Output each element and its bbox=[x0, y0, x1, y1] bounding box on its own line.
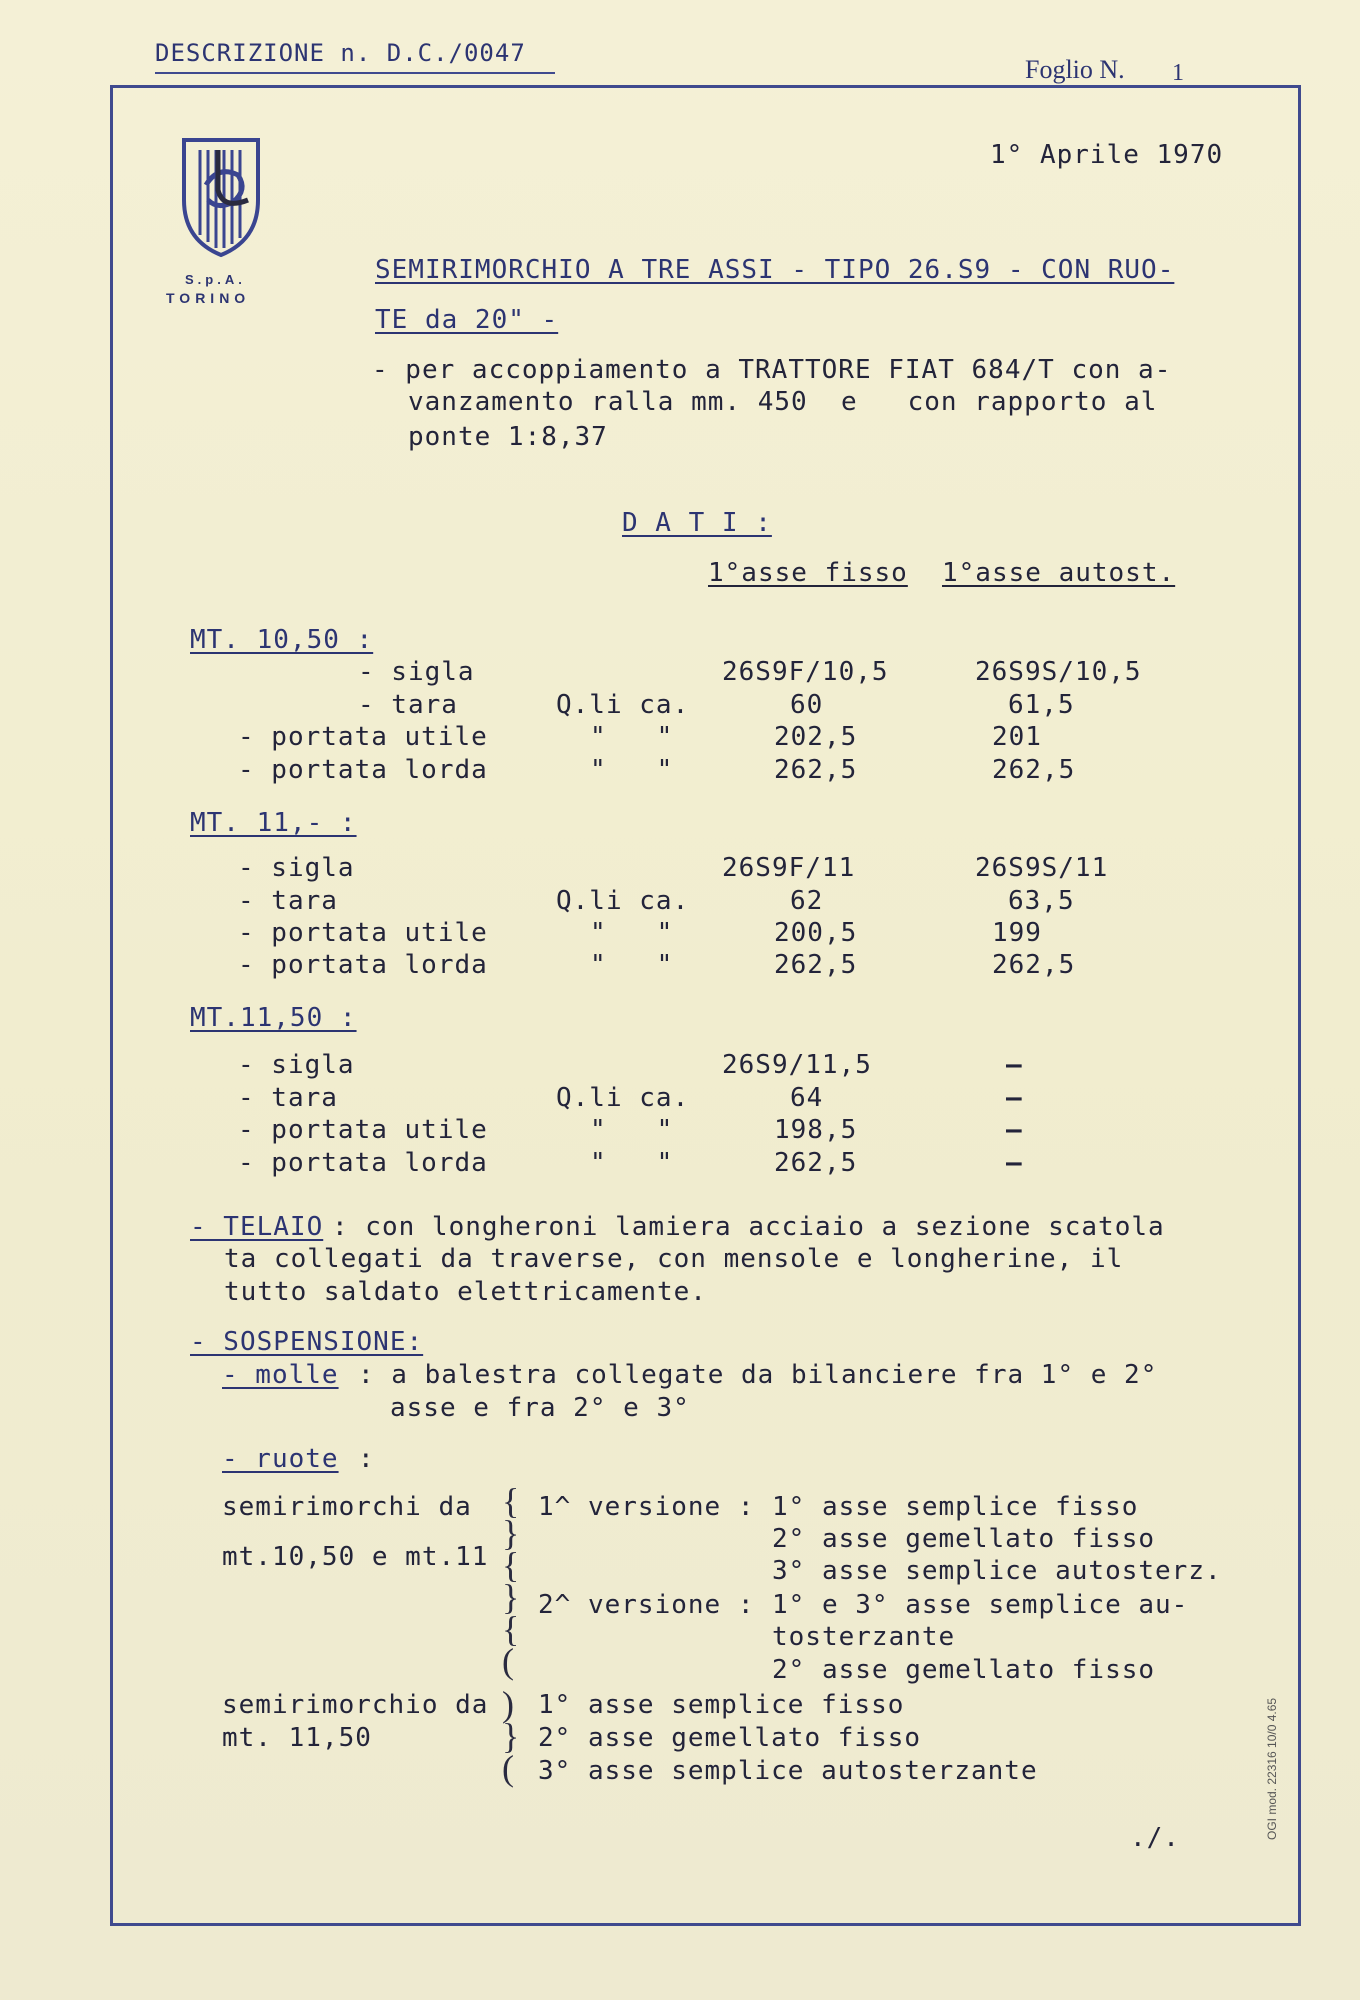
telaio-line-1: : con longheroni lamiera acciaio a sezione scatola bbox=[332, 1212, 1165, 1242]
row-value-col1: 26S9F/10,5 bbox=[722, 657, 889, 687]
version-2-label: 2^ versione : bbox=[538, 1590, 755, 1620]
row-label: - portata lorda bbox=[238, 755, 488, 785]
ruote-group1-line-1: semirimorchi da bbox=[222, 1492, 472, 1522]
row-value-col1: 64 bbox=[790, 1083, 824, 1113]
row-unit: " " bbox=[590, 918, 674, 948]
row-label: - tara bbox=[238, 886, 338, 916]
row-unit: Q.li ca. bbox=[556, 886, 690, 916]
row-label: - tara bbox=[238, 1083, 338, 1113]
description-line-1: - per accoppiamento a TRATTORE FIAT 684/T con a- bbox=[372, 355, 1172, 385]
row-value-col2: 262,5 bbox=[992, 950, 1076, 980]
column-header-axle-steering: 1°asse autost. bbox=[942, 558, 1176, 588]
version-2-item: 2° asse gemellato fisso bbox=[772, 1655, 1156, 1685]
row-unit: " " bbox=[590, 950, 674, 980]
row-value-col1: 60 bbox=[790, 690, 824, 720]
row-value-col2: 61,5 bbox=[1008, 690, 1075, 720]
group-2-item: 2° asse gemellato fisso bbox=[538, 1723, 922, 1753]
row-value-col1: 262,5 bbox=[774, 755, 858, 785]
row-value-col2: 26S9S/11 bbox=[975, 853, 1109, 883]
sheet-label: Foglio N. bbox=[1025, 55, 1125, 84]
version-1-item: 1° asse semplice fisso bbox=[772, 1492, 1139, 1522]
version-2-item: tosterzante bbox=[772, 1622, 956, 1652]
brace-icon: ) } ( bbox=[502, 1684, 520, 1788]
ruote-label: - ruote bbox=[222, 1444, 339, 1474]
print-code: OGI mod. 22316 10/0 4.65 bbox=[1265, 1697, 1279, 1840]
title-line-1: SEMIRIMORCHIO A TRE ASSI - TIPO 26.S9 - CON RUO- bbox=[375, 255, 1175, 285]
row-value-col2: — bbox=[1006, 1115, 1023, 1145]
row-label: - sigla bbox=[358, 657, 475, 687]
row-value-col2: — bbox=[1006, 1050, 1023, 1080]
version-1-item: 2° asse gemellato fisso bbox=[772, 1524, 1156, 1554]
row-value-col1: 26S9/11,5 bbox=[722, 1050, 872, 1080]
molle-line-1: : a balestra collegate da bilanciere fra 1° e 2° bbox=[358, 1360, 1158, 1390]
ruote-group1-line-2: mt.10,50 e mt.11 bbox=[222, 1542, 489, 1572]
ruote-group2-line-1: semirimorchio da bbox=[222, 1690, 489, 1720]
logo-city-text: TORINO bbox=[166, 290, 251, 306]
row-value-col1: 200,5 bbox=[774, 918, 858, 948]
document-number-underline bbox=[155, 72, 555, 74]
row-value-col1: 26S9F/11 bbox=[722, 853, 856, 883]
row-value-col2: 262,5 bbox=[992, 755, 1076, 785]
section-label-11-50: MT.11,50 : bbox=[190, 1003, 357, 1033]
row-label: - tara bbox=[358, 690, 458, 720]
section-label-11: MT. 11,- : bbox=[190, 808, 357, 838]
row-value-col1: 262,5 bbox=[774, 1148, 858, 1178]
row-unit: " " bbox=[590, 722, 674, 752]
title-line-2: TE da 20" - bbox=[375, 305, 559, 335]
row-label: - portata utile bbox=[238, 1115, 488, 1145]
company-logo-icon bbox=[178, 130, 264, 260]
row-value-col1: 62 bbox=[790, 886, 824, 916]
telaio-line-3: tutto saldato elettricamente. bbox=[224, 1277, 707, 1307]
row-value-col1: 198,5 bbox=[774, 1115, 858, 1145]
row-value-col2: 63,5 bbox=[1008, 886, 1075, 916]
ruote-group2-line-2: mt. 11,50 bbox=[222, 1723, 372, 1753]
row-value-col2: 199 bbox=[992, 918, 1042, 948]
row-label: - sigla bbox=[238, 1050, 355, 1080]
column-header-axle-fixed: 1°asse fisso bbox=[708, 558, 908, 588]
row-value-col2: — bbox=[1006, 1083, 1023, 1113]
row-label: - sigla bbox=[238, 853, 355, 883]
version-2-item: 1° e 3° asse semplice au- bbox=[772, 1590, 1189, 1620]
document-number: DESCRIZIONE n. D.C./0047 bbox=[155, 39, 526, 67]
row-value-col2: 26S9S/10,5 bbox=[975, 657, 1142, 687]
molle-label: - molle bbox=[222, 1360, 339, 1390]
group-2-item: 1° asse semplice fisso bbox=[538, 1690, 905, 1720]
sospensione-label: - SOSPENSIONE: bbox=[190, 1327, 424, 1357]
telaio-line-2: ta collegati da traverse, con mensole e longherine, il bbox=[224, 1244, 1124, 1274]
version-1-item: 3° asse semplice autosterz. bbox=[772, 1556, 1222, 1586]
row-unit: " " bbox=[590, 755, 674, 785]
row-value-col1: 202,5 bbox=[774, 722, 858, 752]
logo-spa-text: S.p.A. bbox=[185, 272, 246, 287]
row-value-col1: 262,5 bbox=[774, 950, 858, 980]
row-unit: Q.li ca. bbox=[556, 1083, 690, 1113]
sheet-number: 1 bbox=[1172, 60, 1184, 86]
row-unit: " " bbox=[590, 1148, 674, 1178]
row-value-col2: — bbox=[1006, 1148, 1023, 1178]
description-line-3: ponte 1:8,37 bbox=[408, 422, 608, 452]
group-2-item: 3° asse semplice autosterzante bbox=[538, 1756, 1038, 1786]
continuation-mark: ./. bbox=[1130, 1823, 1180, 1853]
row-label: - portata lorda bbox=[238, 1148, 488, 1178]
document-date: 1° Aprile 1970 bbox=[990, 140, 1224, 170]
row-label: - portata utile bbox=[238, 722, 488, 752]
molle-line-2: asse e fra 2° e 3° bbox=[390, 1393, 690, 1423]
version-1-label: 1^ versione : bbox=[538, 1492, 755, 1522]
row-unit: " " bbox=[590, 1115, 674, 1145]
row-unit: Q.li ca. bbox=[556, 690, 690, 720]
description-line-2: vanzamento ralla mm. 450 e con rapporto al bbox=[408, 387, 1158, 417]
row-value-col2: 201 bbox=[992, 722, 1042, 752]
dati-heading: D A T I : bbox=[622, 508, 772, 538]
brace-icon: { } { } { ( bbox=[502, 1481, 520, 1681]
section-label-10-50: MT. 10,50 : bbox=[190, 625, 374, 655]
row-label: - portata lorda bbox=[238, 950, 488, 980]
row-label: - portata utile bbox=[238, 918, 488, 948]
ruote-colon: : bbox=[358, 1444, 375, 1474]
telaio-label: - TELAIO bbox=[190, 1212, 324, 1242]
